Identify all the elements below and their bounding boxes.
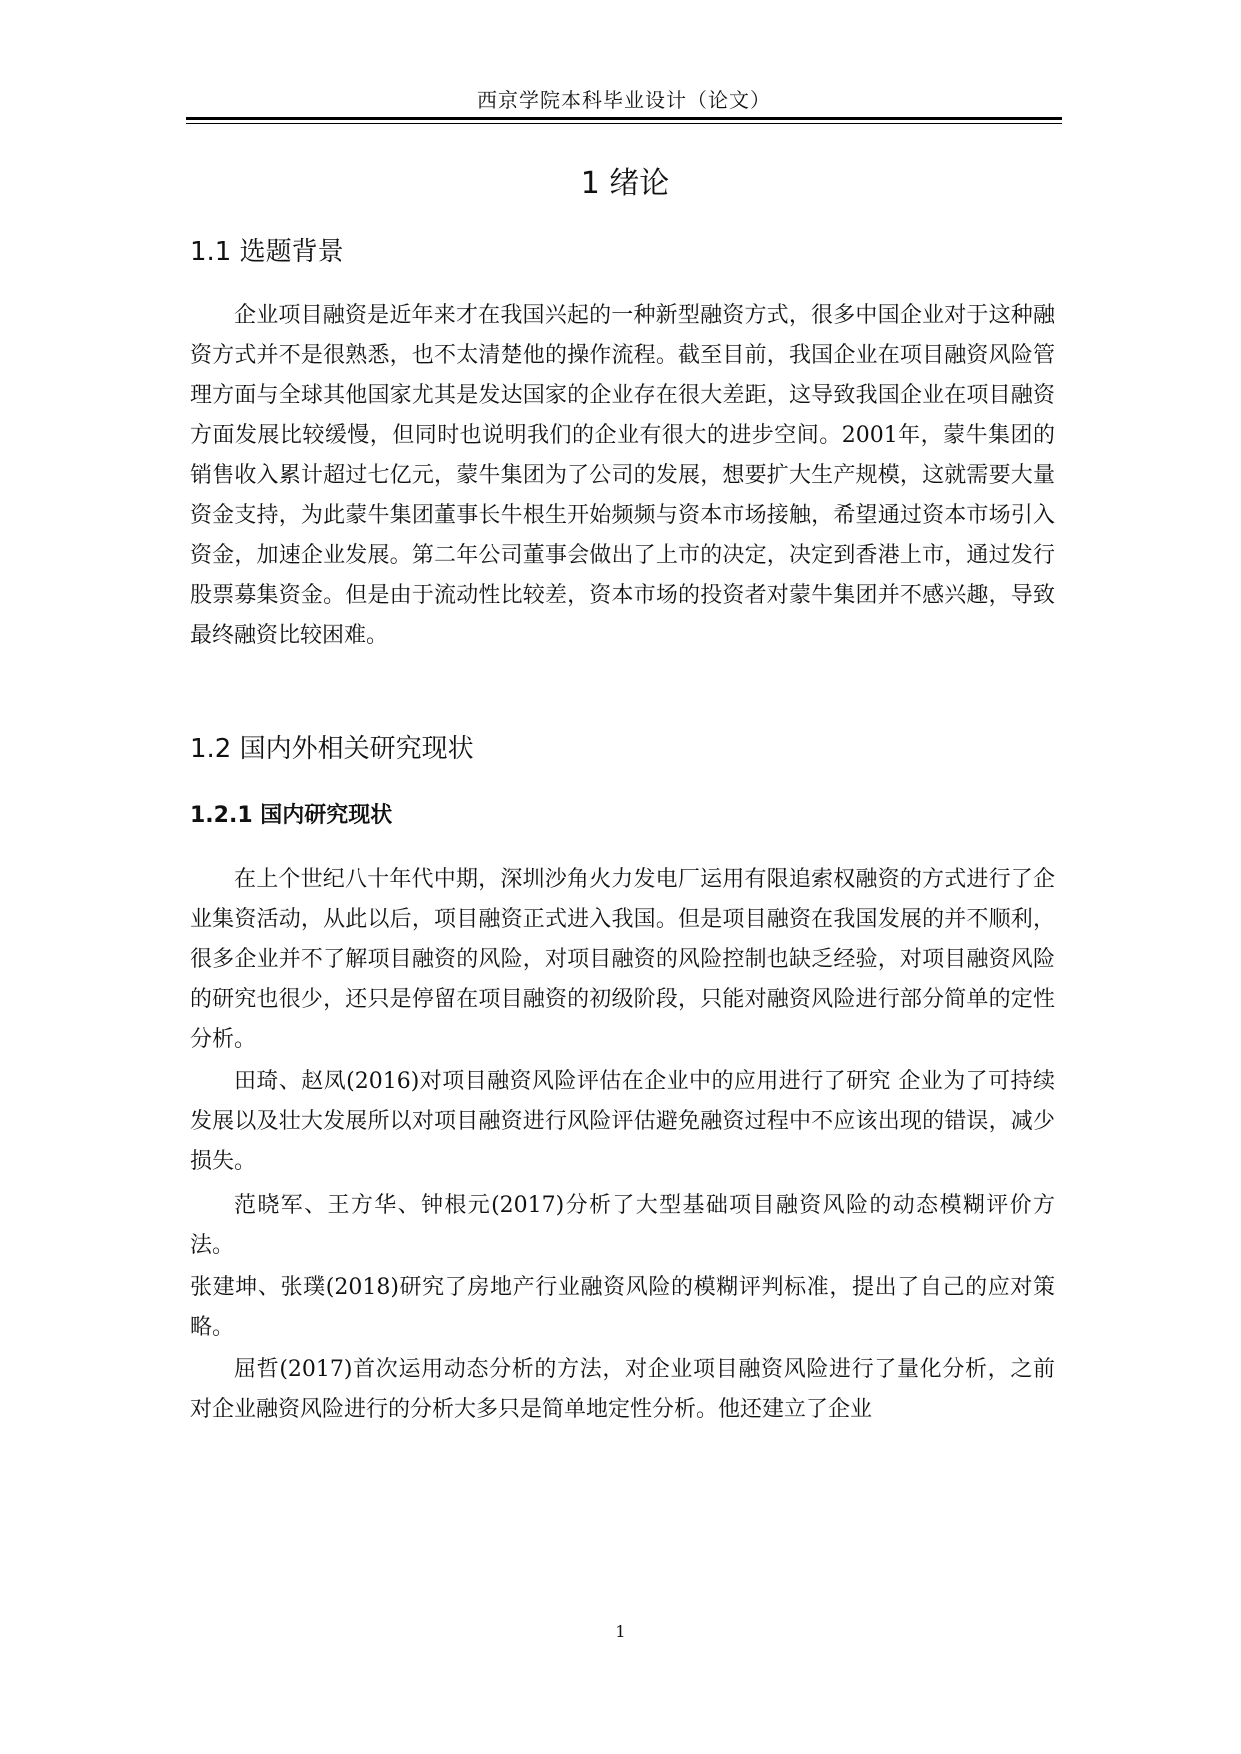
- chapter-title: 1 绪论: [580, 166, 670, 201]
- paragraph-tian-zhao: 田琦、赵凤(2016)对项目融资风险评估在企业中的应用进行了研究 企业为了可持续发展以及壮大发展所以对项目融资进行风险评估避免融资过程中不应该出现的错误，减少损失。: [190, 1069, 1055, 1174]
- section-heading-1-2: 1.2 国内外相关研究现状: [190, 734, 474, 764]
- paragraph-qu-zhe: 屈哲(2017)首次运用动态分析的方法，对企业项目融资风险进行了量化分析，之前对企业融资风险进行的分析大多只是简单地定性分析。他还建立了企业: [190, 1357, 1055, 1422]
- subsection-heading-1-2-1: 1.2.1 国内研究现状: [190, 803, 393, 828]
- header-rule-thin: [186, 123, 1062, 124]
- paragraph-domestic-history: 在上个世纪八十年代中期，深圳沙角火力发电厂运用有限追索权融资的方式进行了企业集资活动，从此以后，项目融资正式进入我国。但是项目融资在我国发展的并不顺利，很多企业并不了解项目融资的风险，对项目融资的风险控制也缺乏经验，对项目融资风险的研究也很少，还只是停留在项目融资的初级阶段，只能对融资风险进行部分简单的定性分析。: [190, 867, 1055, 1052]
- page-number: 1: [615, 1622, 626, 1641]
- paragraph-background: 企业项目融资是近年来才在我国兴起的一种新型融资方式，很多中国企业对于这种融资方式并不是很熟悉，也不太清楚他的操作流程。截至目前，我国企业在项目融资风险管理方面与全球其他国家尤其是发达国家的企业存在很大差距，这导致我国企业在项目融资方面发展比较缓慢，但同时也说明我们的企业有很大的进步空间。2001年，蒙牛集团的销售收入累计超过七亿元，蒙牛集团为了公司的发展，想要扩大生产规模，这就需要大量资金支持，为此蒙牛集团董事长牛根生开始频频与资本市场接触，希望通过资本市场引入资金，加速企业发展。第二年公司董事会做出了上市的决定，决定到香港上市，通过发行股票募集资金。但是由于流动性比较差，资本市场的投资者对蒙牛集团并不感兴趣，导致最终融资比较困难。: [190, 303, 1055, 648]
- header-rule-thick: [186, 117, 1062, 120]
- paragraph-fan-wang-zhong: 范晓军、王方华、钟根元(2017)分析了大型基础项目融资风险的动态模糊评价方法。: [190, 1193, 1055, 1258]
- paragraph-zhang-zhang: 张建坤、张璞(2018)研究了房地产行业融资风险的模糊评判标准，提出了自己的应对策略。: [190, 1275, 1055, 1340]
- page-header-title: 西京学院本科毕业设计（论文）: [477, 88, 771, 112]
- section-heading-1-1: 1.1 选题背景: [190, 237, 344, 267]
